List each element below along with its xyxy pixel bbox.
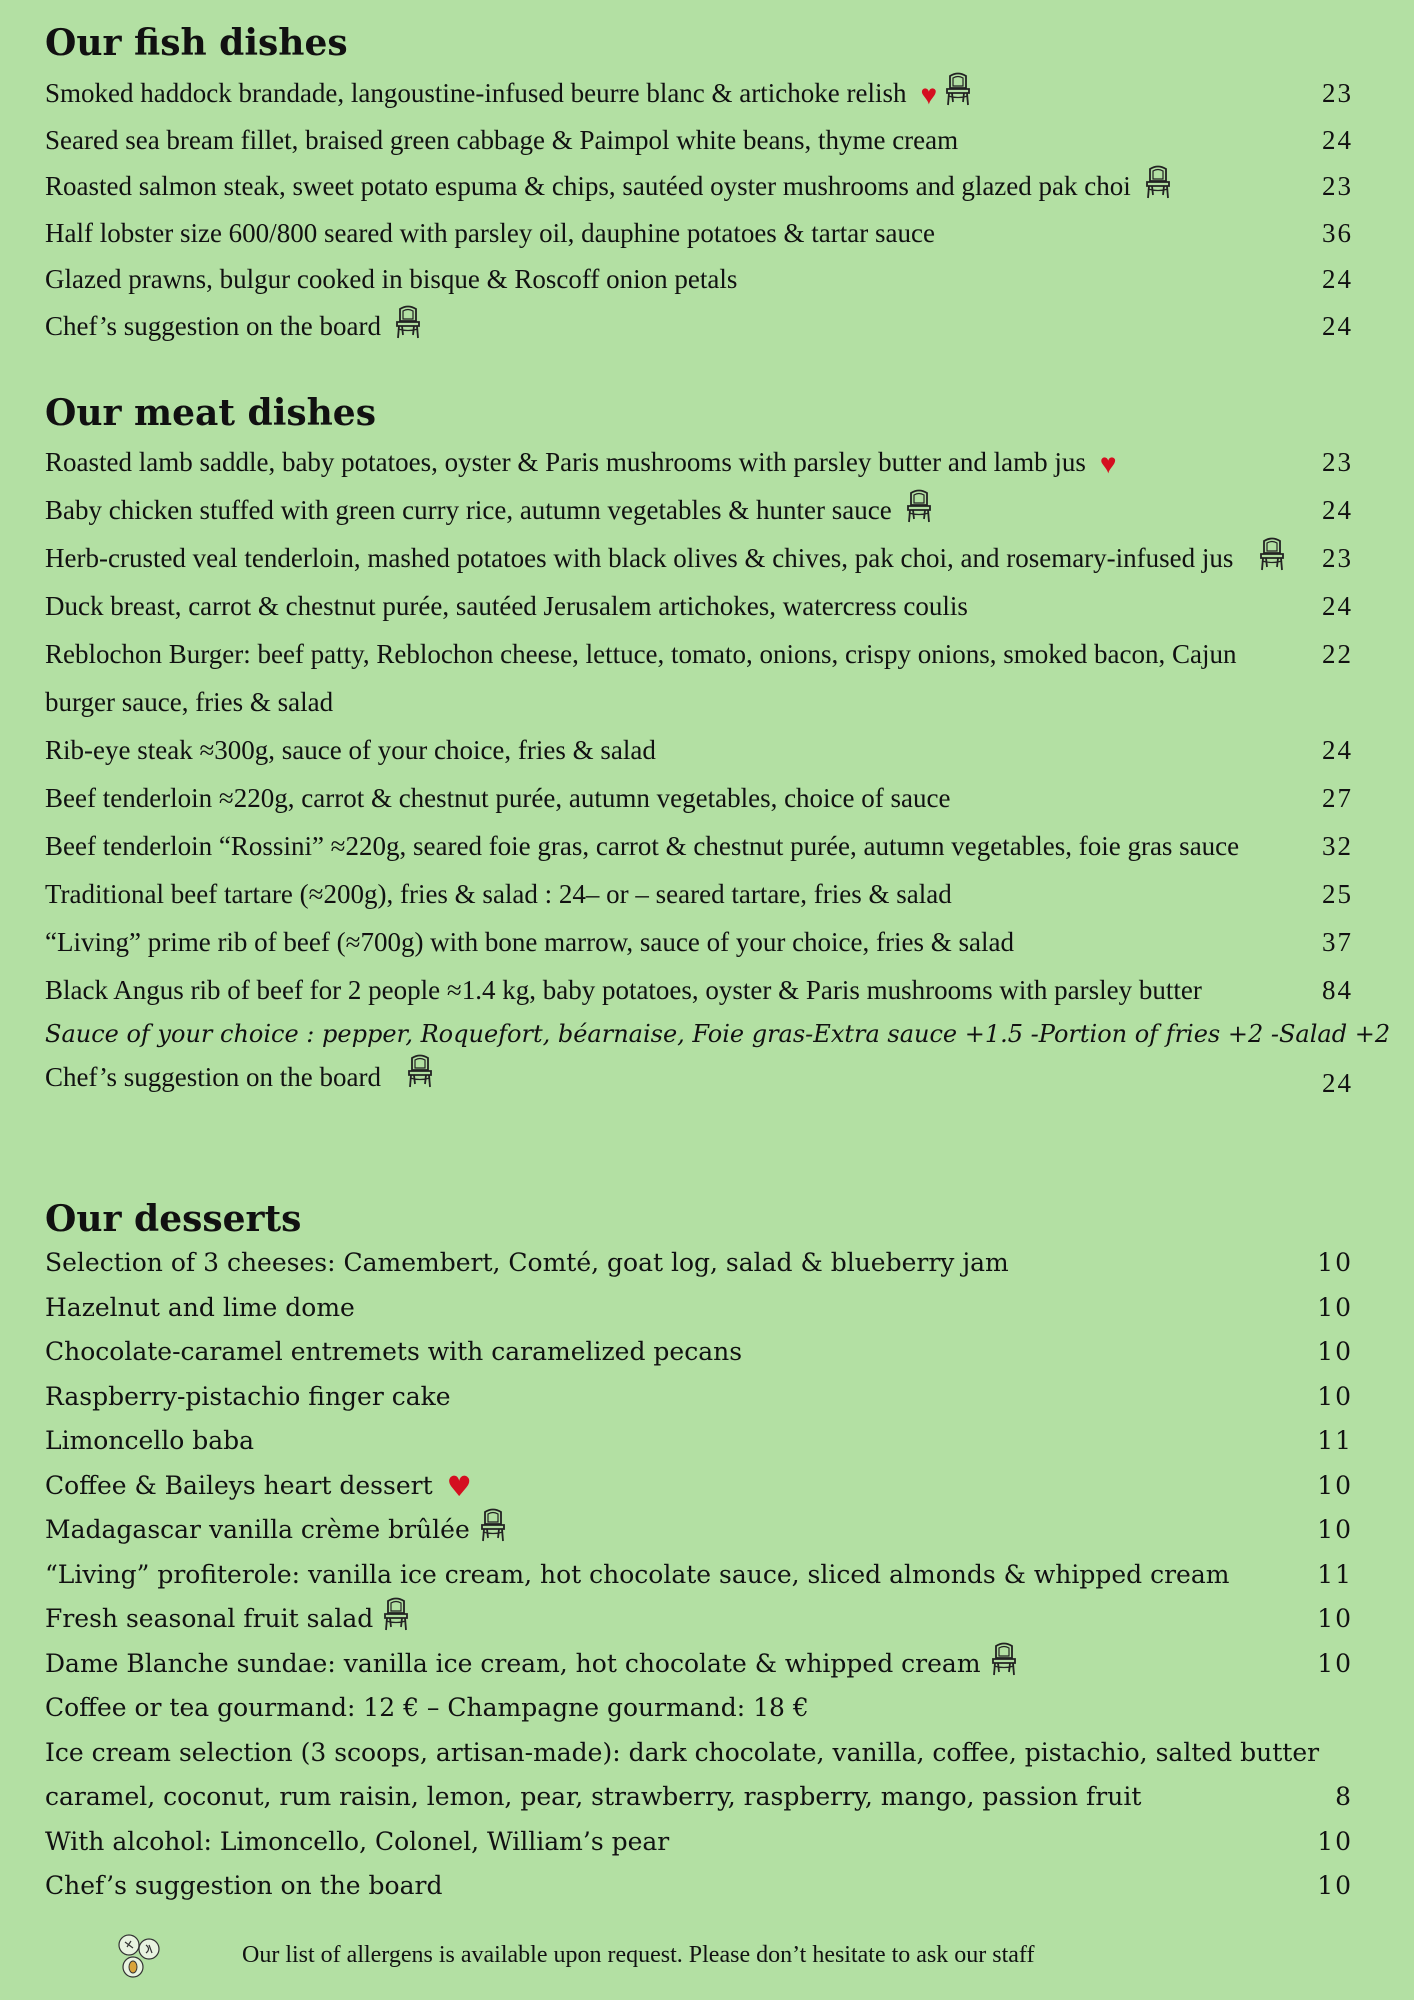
item-price: 32	[1322, 831, 1353, 862]
item-name: Baby chicken stuffed with green curry rice, autumn vegetables & hunter sauce	[45, 495, 892, 526]
chair-icon	[945, 72, 971, 108]
item-price: 27	[1322, 783, 1353, 814]
section-title-fish: Our fish dishes	[45, 22, 348, 64]
item-price: 37	[1322, 927, 1353, 958]
item-name: Roasted salmon steak, sweet potato espuma & chips, sautéed oyster mushrooms and glazed pak choi	[45, 171, 1131, 202]
item-price: 10	[1317, 1470, 1353, 1500]
item-name: Raspberry-pistachio finger cake	[45, 1381, 451, 1411]
menu-item	[45, 256, 1353, 303]
item-price: 10	[1317, 1826, 1353, 1856]
menu-item	[45, 726, 1353, 774]
menu-item	[45, 582, 1353, 630]
menu-item	[45, 822, 1353, 870]
item-name: Limoncello baba	[45, 1426, 255, 1456]
item-name: Coffee & Baileys heart dessert	[45, 1470, 433, 1500]
menu-item	[45, 918, 1353, 966]
item-price: 11	[1317, 1559, 1353, 1589]
menu-item	[45, 1686, 1353, 1731]
item-name: “Living” prime rib of beef (≈700g) with bone marrow, sauce of your choice, fries & salad	[45, 927, 1014, 958]
item-name: Coffee or tea gourmand: 12 € – Champagne gourmand: 18 €	[45, 1693, 809, 1723]
chair-icon	[383, 1597, 409, 1633]
item-name: Half lobster size 600/800 seared with parsley oil, dauphine potatoes & tartar sauce	[45, 217, 935, 248]
item-price: 24	[1322, 495, 1353, 526]
item-price: 23	[1322, 171, 1353, 202]
item-name: Dame Blanche sundae: vanilla ice cream, hot chocolate & whipped cream	[45, 1648, 981, 1678]
item-name: Madagascar vanilla crème brûlée	[45, 1515, 470, 1545]
item-price: 11	[1317, 1426, 1353, 1456]
item-price: 23	[1322, 543, 1353, 574]
chair-icon	[1259, 537, 1285, 573]
menu-item-chef	[45, 1054, 1353, 1104]
fish-section	[45, 22, 1353, 349]
menu-item	[45, 774, 1353, 822]
item-price: 84	[1322, 975, 1353, 1006]
item-price: 24	[1322, 310, 1353, 341]
item-name: Black Angus rib of beef for 2 people ≈1.4 kg, baby potatoes, oyster & Paris mushrooms with parsley butter	[45, 975, 1202, 1006]
menu-item	[45, 163, 1353, 210]
item-price: 22	[1322, 639, 1353, 670]
menu-item	[45, 1330, 1353, 1375]
item-price: 8	[1335, 1782, 1353, 1812]
menu-item	[45, 210, 1353, 257]
item-name: Selection of 3 cheeses: Camembert, Comté, goat log, salad & blueberry jam	[45, 1248, 1009, 1278]
item-price: 24	[1322, 591, 1353, 622]
item-price: 24	[1322, 264, 1353, 295]
item-name: Ice cream selection (3 scoops, artisan-made): dark chocolate, vanilla, coffee, pistachio, salted butter caramel, coconut, rum raisin, lemon, pear, strawberry, raspberry, mango, passion fruit	[45, 1737, 1320, 1812]
item-price: 10	[1317, 1292, 1353, 1322]
chair-icon	[1145, 165, 1171, 201]
allergens-text: Our list of allergens is available upon request. Please don’t hesitate to ask our staff	[242, 1942, 1035, 1968]
item-price: 10	[1317, 1248, 1353, 1278]
item-name: Duck breast, carrot & chestnut purée, sautéed Jerusalem artichokes, watercress coulis	[45, 591, 968, 622]
menu-item	[45, 1864, 1353, 1909]
item-name: Chef’s suggestion on the board	[45, 310, 381, 341]
section-title-desserts: Our desserts	[45, 1198, 302, 1240]
menu-item	[45, 70, 1353, 117]
item-name: Reblochon Burger: beef patty, Reblochon cheese, lettuce, tomato, onions, crispy onions, smoked bacon, Cajun burger sauce, fries & salad	[45, 639, 1237, 718]
item-price: 10	[1317, 1648, 1353, 1678]
item-name: Rib-eye steak ≈300g, sauce of your choice, fries & salad	[45, 735, 656, 766]
item-name: “Living” profiterole: vanilla ice cream, hot chocolate sauce, sliced almonds & whipped cream	[45, 1559, 1230, 1589]
section-title-meat: Our meat dishes	[45, 392, 376, 434]
item-name: Chocolate-caramel entremets with caramelized pecans	[45, 1337, 743, 1367]
menu-item	[45, 1731, 1353, 1820]
item-price: 10	[1317, 1381, 1353, 1411]
menu-item	[45, 1286, 1353, 1331]
menu-item	[45, 303, 1353, 350]
item-price: 23	[1322, 447, 1353, 478]
item-name: Herb-crusted veal tenderloin, mashed potatoes with black olives & chives, pak choi, and rosemary-infused jus	[45, 543, 1234, 574]
allergens-icon	[115, 1932, 167, 1984]
menu-item	[45, 1464, 1353, 1509]
menu-item	[45, 486, 1353, 534]
item-name: Smoked haddock brandade, langoustine-infused beurre blanc & artichoke relish	[45, 78, 907, 109]
menu-item	[45, 1375, 1353, 1420]
item-name: Roasted lamb saddle, baby potatoes, oyster & Paris mushrooms with parsley butter and lamb jus	[45, 447, 1086, 478]
menu-item	[45, 966, 1353, 1014]
item-price: 24	[1322, 1068, 1353, 1099]
item-price: 36	[1322, 217, 1353, 248]
item-price: 10	[1317, 1604, 1353, 1634]
chair-icon	[480, 1508, 506, 1544]
menu-item	[45, 1419, 1353, 1464]
item-price: 25	[1322, 879, 1353, 910]
chair-icon	[991, 1642, 1017, 1678]
item-price: 23	[1322, 78, 1353, 109]
heart-icon: ♥	[920, 79, 938, 111]
menu-item	[45, 870, 1353, 918]
heart-icon: ♥	[1099, 448, 1117, 480]
item-name: Traditional beef tartare (≈200g), fries & salad : 24– or – seared tartare, fries & salad	[45, 879, 952, 910]
item-price: 10	[1317, 1515, 1353, 1545]
desserts-section	[45, 1198, 1353, 1909]
menu-item	[45, 117, 1353, 164]
menu-item	[45, 630, 1353, 726]
item-price: 10	[1317, 1337, 1353, 1367]
menu-item	[45, 1241, 1353, 1286]
menu-item	[45, 534, 1353, 582]
item-name: Glazed prawns, bulgur cooked in bisque & Roscoff onion petals	[45, 264, 738, 295]
menu-item	[45, 1597, 1353, 1642]
item-price: 24	[1322, 735, 1353, 766]
heart-icon: ♥	[446, 1470, 472, 1504]
item-price: 24	[1322, 124, 1353, 155]
chair-icon	[906, 489, 932, 525]
menu-item	[45, 1642, 1353, 1687]
item-name: Beef tenderloin ≈220g, carrot & chestnut purée, autumn vegetables, choice of sauce	[45, 783, 951, 814]
menu-item	[45, 1553, 1353, 1598]
menu-item	[45, 1508, 1353, 1553]
item-name: Seared sea bream fillet, braised green cabbage & Paimpol white beans, thyme cream	[45, 124, 959, 155]
item-name: Chef’s suggestion on the board	[45, 1062, 381, 1093]
item-price: 10	[1317, 1871, 1353, 1901]
item-name: With alcohol: Limoncello, Colonel, William’s pear	[45, 1826, 670, 1856]
item-name: Chef’s suggestion on the board	[45, 1871, 443, 1901]
chair-icon	[407, 1054, 433, 1090]
allergens-footer	[0, 1930, 1414, 1986]
menu-item	[45, 438, 1353, 486]
item-name: Beef tenderloin “Rossini” ≈220g, seared foie gras, carrot & chestnut purée, autumn vegetables, foie gras sauce	[45, 831, 1240, 862]
meat-section	[45, 392, 1391, 1104]
sauce-note: Sauce of your choice : pepper, Roquefort, béarnaise, Foie gras-Extra sauce +1.5 -Portion of fries +2 -Salad +2	[45, 1020, 1391, 1049]
item-name: Fresh seasonal fruit salad	[45, 1604, 374, 1634]
item-name: Hazelnut and lime dome	[45, 1292, 355, 1322]
menu-item	[45, 1820, 1353, 1865]
chair-icon	[395, 305, 421, 341]
